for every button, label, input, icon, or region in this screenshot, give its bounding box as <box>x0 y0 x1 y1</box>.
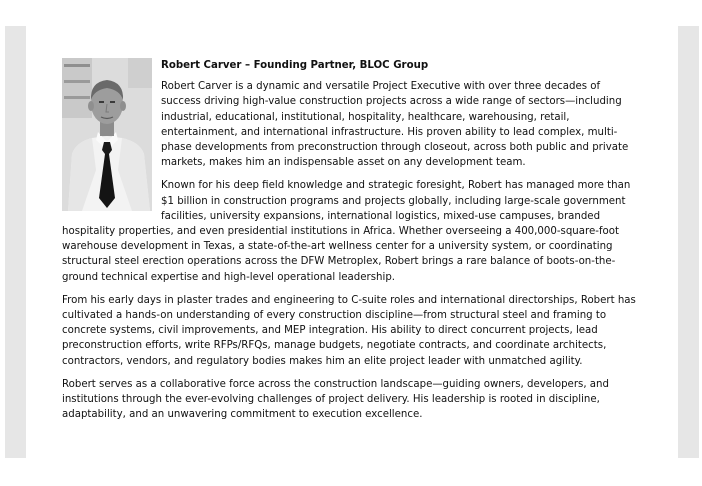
bio-paragraph-2: Known for his deep field knowledge and strategic foresight, Robert has managed more than $1 billion in construction programs and projects globally, including large-scale government facilities, university expansions, international logistics, mixed-use campuses, branded hospitality properties, and even presidential institutions in Africa. Whether overseeing a 400,000-square-foot warehouse development in Texas, a state-of-the-art wellness center for a university system, or coordinating structural steel erection operations across the DFW Metroplex, Robert brings a rare balance of boots-on-the-ground technical expertise and high-level operational leadership. <box>62 180 631 283</box>
bio-paragraph-1: Robert Carver is a dynamic and versatile Project Executive with over three decades of success driving high-value construction projects across a wide range of sectors—including industrial, educational, institutional, hospitality, healthcare, warehousing, retail, entertainment, and international infrastructure. His proven ability to lead complex, multi-phase developments from preconstruction through closeout, across both public and private markets, makes him an indispensable asset on any development team. <box>161 81 629 169</box>
bio-paragraph-3: From his early days in plaster trades and engineering to C-suite roles and international directorships, Robert has cultivated a hands-on understanding of every construction discipline—from structural steel and framing to concrete systems, civil improvements, and MEP integration. His ability to direct concurrent projects, lead preconstruction efforts, write RFPs/RFQs, manage budgets, negotiate contracts, and coordinate architects, contractors, vendors, and regulatory bodies makes him an elite project leader with unmatched agility. <box>62 294 636 367</box>
bio-heading: Robert Carver – Founding Partner, BLOC Group <box>161 60 429 71</box>
left-margin-bar <box>5 26 26 458</box>
right-margin-bar <box>678 26 699 458</box>
bio-document <box>62 58 640 430</box>
portrait-photo <box>62 58 152 211</box>
bio-paragraph-4: Robert serves as a collaborative force across the construction landscape—guiding owners, developers, and institutions through the ever-evolving challenges of project delivery. His leadership is rooted in discipline, adaptability, and an unwavering commitment to execution excellence. <box>62 378 609 421</box>
